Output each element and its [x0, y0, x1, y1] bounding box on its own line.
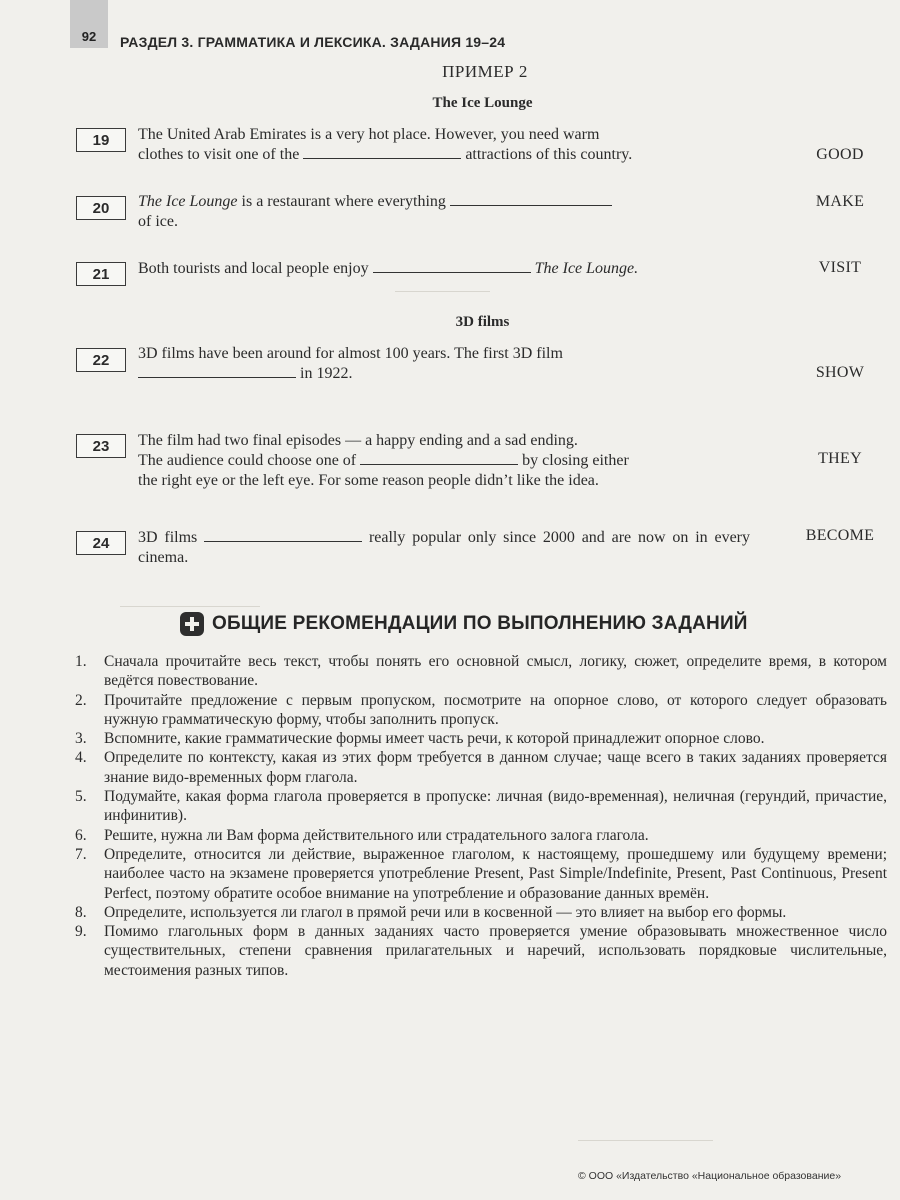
task-text [138, 344, 750, 384]
task-line: The United Arab Emirates is a very hot place. However, you need warm [138, 126, 600, 143]
item-text: Сначала прочитайте весь текст, чтобы понять его основной смысл, логику, сюжет, определите время, в котором ведётся повествование. [104, 653, 887, 690]
recommendations-list [75, 652, 887, 980]
answer-blank[interactable] [360, 451, 518, 465]
item-number: 2. [75, 691, 87, 709]
task-text [138, 431, 750, 491]
list-item [75, 845, 887, 903]
item-number: 3. [75, 730, 87, 748]
page-number: 92 [70, 0, 108, 48]
item-number: 8. [75, 903, 87, 921]
item-text: Решите, нужна ли Вам форма действительного или страдательного залога глагола. [104, 826, 649, 844]
list-item [75, 691, 887, 730]
item-text: Прочитайте предложение с первым пропуском, посмотрите на опорное слово, от которого следует образовать нужную грамматическую форму, чтобы заполнить пропуск. [104, 691, 887, 728]
item-number: 1. [75, 653, 87, 670]
section-title-ice-lounge: The Ice Lounge [432, 95, 533, 111]
item-text: Определите, относится ли действие, выраженное глаголом, к настоящему, прошедшему или будущему времени; наиболее часто на экзамене проверяется употребление Present, Past Simple/Indefinite, Present, Past Continuous, Present Perfect, поэтому обратите особое внимание на употребление и образование данных времён. [104, 845, 887, 902]
keyword: SHOW [815, 364, 865, 381]
task-text [138, 192, 750, 232]
keyword: THEY [818, 450, 862, 467]
task-text-before-blank: The audience could choose one of [138, 452, 357, 469]
divider [395, 291, 490, 292]
item-text: Вспомните, какие грамматические формы имеет часть речи, к которой принадлежит опорное слово. [104, 730, 765, 748]
copyright-footer: © ООО «Издательство «Национальное образование» [578, 1170, 842, 1182]
divider [578, 1140, 713, 1141]
task-text-before-blank: clothes to visit one of the [138, 146, 300, 163]
item-number: 5. [75, 788, 87, 806]
list-item [75, 729, 887, 748]
task-text-after-blank: by closing either [522, 452, 629, 469]
recommendations-title: ОБЩИЕ РЕКОМЕНДАЦИИ ПО ВЫПОЛНЕНИЮ ЗАДАНИЙ [212, 613, 748, 634]
task-number: 24 [76, 531, 126, 555]
task-number: 21 [76, 262, 126, 286]
answer-blank[interactable] [138, 364, 296, 378]
task-line: the right eye or the left eye. For some reason people didn’t like the idea. [138, 472, 599, 489]
task-text-after-blank: attractions of this country. [465, 146, 633, 163]
task-line: The film had two final episodes — a happy ending and a sad ending. [138, 432, 578, 449]
list-item [75, 903, 887, 922]
example-title: ПРИМЕР 2 [442, 62, 528, 81]
task-line: 3D films have been around for almost 100 years. The first 3D film [138, 345, 563, 362]
item-number: 4. [75, 749, 87, 767]
item-number: 7. [75, 845, 87, 863]
item-text: Помимо глагольных форм в данных заданиях часто проверяется умение образовывать множественное число существительных, степени сравнения прилагательных и наречий, использовать порядковые числительные, местоимения разных типов. [104, 923, 887, 979]
first-aid-kit-icon [180, 612, 204, 636]
task-number: 22 [76, 348, 126, 372]
answer-blank[interactable] [303, 145, 461, 159]
recommendations-header [180, 612, 748, 636]
list-item [75, 787, 887, 826]
task-line [138, 192, 750, 212]
item-text: Подумайте, какая форма глагола проверяется в пропуске: личная (видо-временная), неличная (герундий, причастие, инфинитив). [104, 788, 887, 825]
running-head: РАЗДЕЛ 3. ГРАММАТИКА И ЛЕКСИКА. ЗАДАНИЯ 19–24 [120, 34, 506, 50]
keyword: BECOME [805, 527, 875, 544]
italic-title: The Ice Lounge. [534, 260, 639, 277]
keyword: VISIT [818, 259, 862, 276]
list-item [75, 826, 887, 845]
item-text: Определите по контексту, какая из этих форм требуется в данном случае; чаще всего в таких заданиях проверяется знание видо-временных форм глагола. [104, 749, 887, 786]
keyword: GOOD [816, 146, 864, 163]
task-text-after-blank: really popular only since 2000 and are now on in every cinema. [138, 529, 750, 566]
task-line [138, 364, 750, 384]
answer-blank[interactable] [204, 528, 362, 542]
list-item [75, 922, 887, 980]
keyword: MAKE [815, 193, 865, 210]
task-text-after-blank: of ice. [138, 213, 178, 230]
task-text-before-blank: Both tourists and local people enjoy [138, 260, 369, 277]
task-number: 19 [76, 128, 126, 152]
task-text [138, 125, 750, 165]
task-text-after-blank: in 1922. [300, 365, 353, 382]
task-text [138, 528, 750, 568]
list-item [75, 748, 887, 787]
section-title-3d-films: 3D films [455, 314, 510, 330]
task-text-before-blank: is a restaurant where everything [241, 193, 446, 210]
divider [120, 606, 260, 607]
answer-blank[interactable] [450, 192, 612, 206]
item-number: 9. [75, 923, 87, 941]
task-number: 23 [76, 434, 126, 458]
task-line [138, 451, 750, 471]
task-text-before-blank: 3D films [138, 529, 198, 546]
item-number: 6. [75, 826, 87, 844]
italic-title: The Ice Lounge [138, 193, 238, 210]
item-text: Определите, используется ли глагол в прямой речи или в косвенной — это влияет на выбор его формы. [104, 903, 787, 921]
answer-blank[interactable] [373, 259, 531, 273]
task-number: 20 [76, 196, 126, 220]
task-line [138, 145, 750, 165]
task-text [138, 259, 750, 279]
list-item [75, 652, 887, 691]
